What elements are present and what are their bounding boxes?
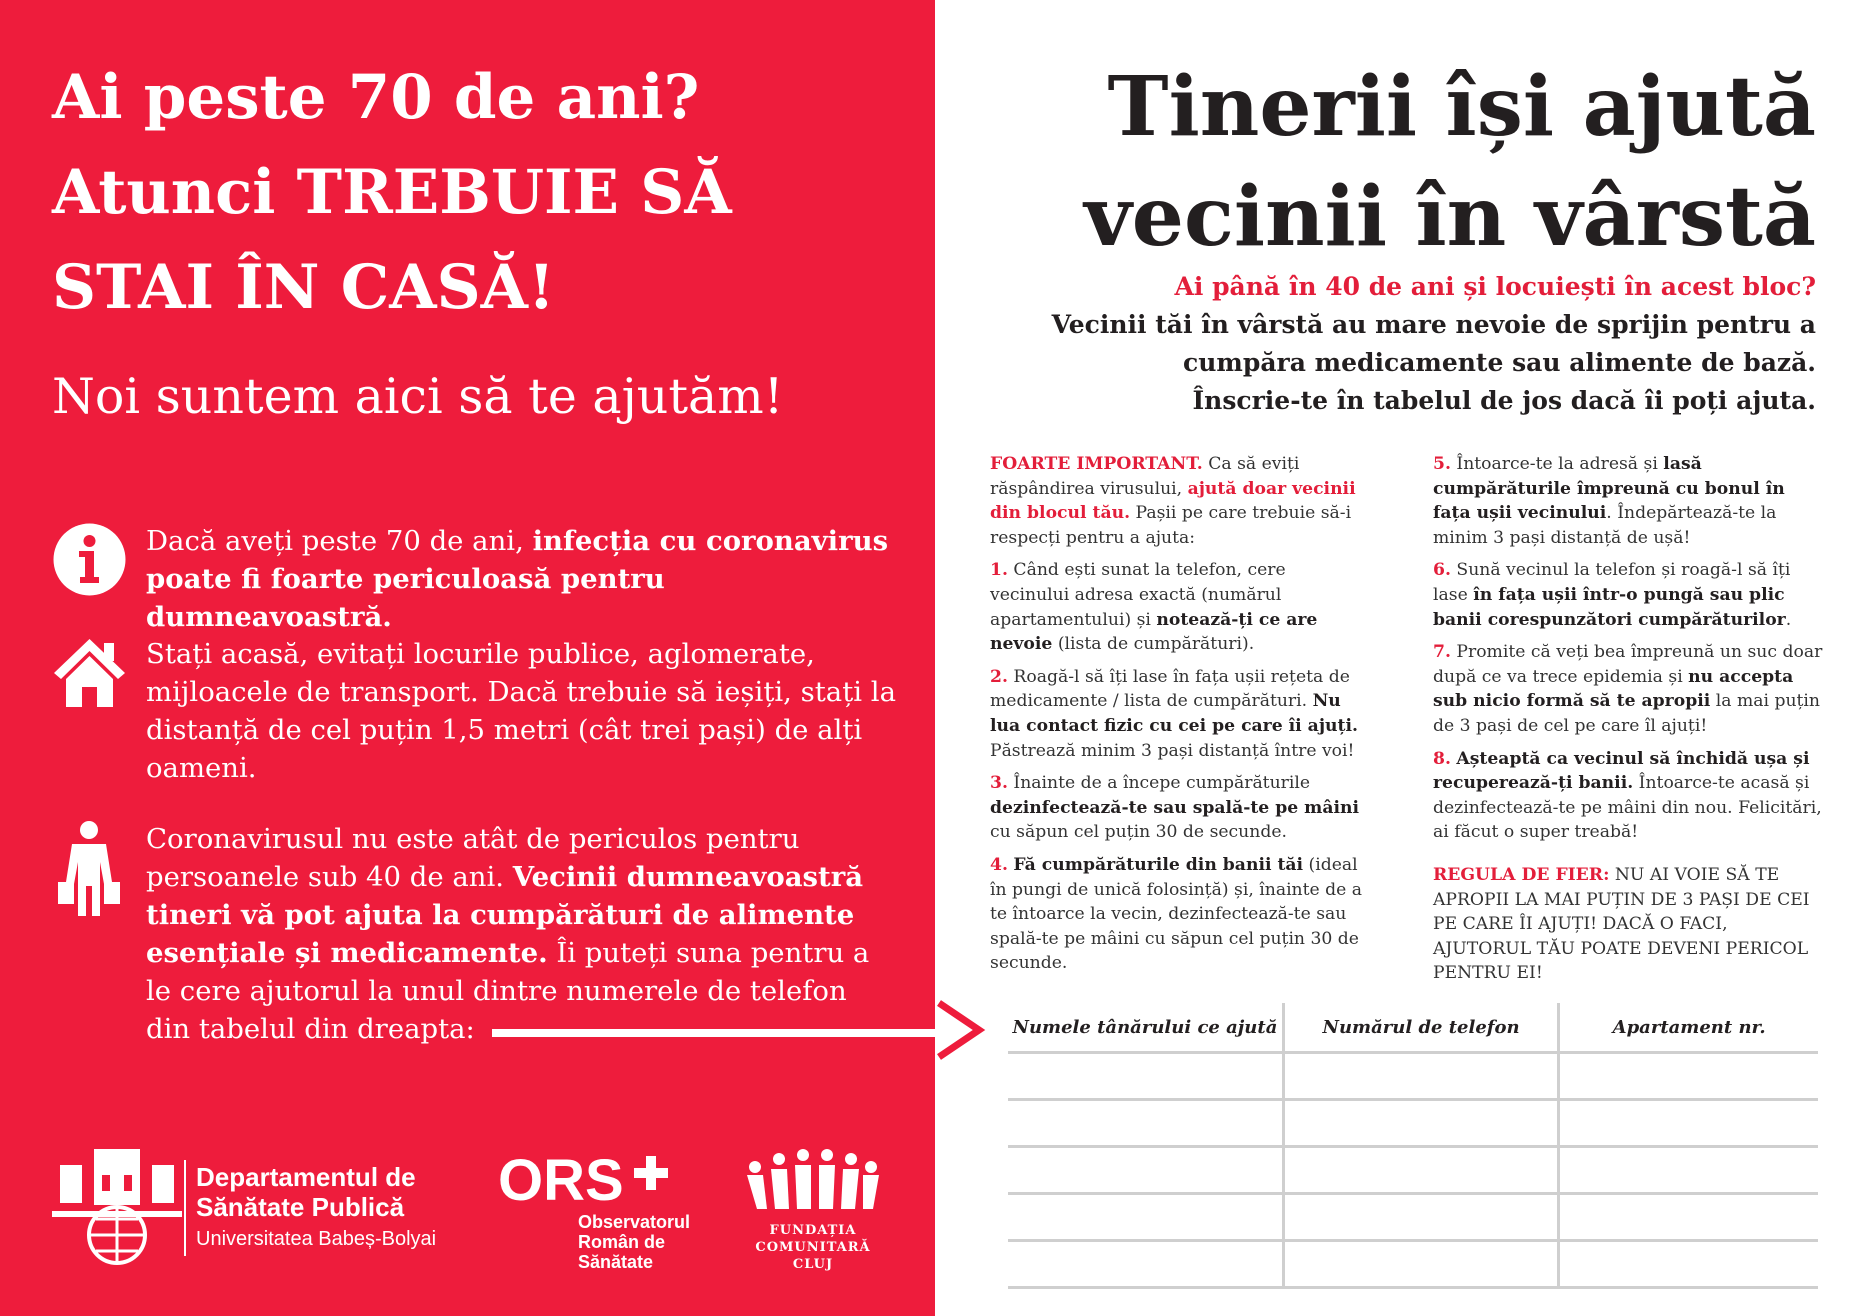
svg-text:ORS: ORS <box>498 1148 624 1208</box>
column-header-phone: Numărul de telefon <box>1283 1003 1558 1053</box>
info-icon <box>52 522 127 597</box>
step-1: 1. Când ești sunat la telefon, cere vecinului adresa exactă (numărul apartamentului) și notează-ți ce are nevoie (lista de cumpărături). <box>990 560 1318 655</box>
left-subheadline: Noi suntem aici să te ajutăm! <box>52 368 784 425</box>
iron-rule: REGULA DE FIER: NU AI VOIE SĂ TE APROPII LA MAI PUȚIN DE 3 PAȘI DE CEI PE CARE ÎI AJUȚI! DACĂ O FACI, AJUTORUL TĂU POATE DEVENI PERICOL PENTRU EI! <box>1433 864 1810 984</box>
table-row <box>1008 1194 1818 1241</box>
table-row <box>1008 1100 1818 1147</box>
apartment-cell[interactable] <box>1559 1053 1818 1100</box>
name-cell[interactable] <box>1008 1241 1283 1288</box>
step-3: 3. Înainte de a începe cumpărăturile dezinfectează-te sau spală-te pe mâini cu săpun cel puțin 30 de secunde. <box>990 773 1360 843</box>
logo-divider <box>184 1160 186 1256</box>
name-cell[interactable] <box>1008 1194 1283 1241</box>
volunteer-signup-table <box>1008 1003 1818 1289</box>
right-subtitle: Ai până în 40 de ani și locuiești în acest bloc? Vecinii tăi în vârstă au mare nevoie de sprijin pentru a cumpăra medicamente sau alimente de bază. Înscrie-te în tabelul de jos dacă îi poți ajuta. <box>1051 272 1816 415</box>
community-foundation-logo <box>743 1145 883 1217</box>
apartment-cell[interactable] <box>1559 1241 1818 1288</box>
step-4: 4. Fă cumpărăturile din banii tăi (ideal în pungi de unică folosință) și, înainte de a te întoarce la vecin, dezinfectează-te sau spală-te pe mâini cu săpun cel puțin 30 de secunde. <box>990 854 1363 974</box>
table-row <box>1008 1241 1818 1288</box>
apartment-cell[interactable] <box>1559 1194 1818 1241</box>
step-6: 6. Sună vecinul la telefon și roagă-l să îți lase în fața ușii într-o pungă sau plic banii corespunzători cumpărăturilor. <box>1433 560 1792 630</box>
fcc-logo-text: FUNDAȚIA COMUNITARĂ CLUJ <box>755 1223 871 1272</box>
step-7: 7. Promite că veți bea împreună un suc doar după ce va trece epidemia și nu accepta sub nicio formă să te apropii la mai puțin de 3 pași de cel pe care îl ajuți! <box>1433 642 1823 736</box>
arrow-line <box>492 1029 982 1037</box>
shopper-icon <box>52 820 127 920</box>
apartment-cell[interactable] <box>1559 1147 1818 1194</box>
step-8: 8. Așteaptă ca vecinul să închidă ușa și recuperează-ți banii. Întoarce-te acasă și dezinfectează-te pe mâini din nou. Felicitări, ai făcut o super treabă! <box>1433 748 1822 843</box>
name-cell[interactable] <box>1008 1053 1283 1100</box>
phone-cell[interactable] <box>1283 1241 1558 1288</box>
left-headline: Ai peste 70 de ani? Atunci TREBUIE SĂ STAI ÎN CASĂ! <box>52 62 732 323</box>
phone-cell[interactable] <box>1283 1053 1558 1100</box>
steps-column-right <box>1433 452 1823 994</box>
info-text-stay-home: Stați acasă, evitați locurile publice, aglomerate, mijloacele de transport. Dacă trebuie să ieșiți, stați la distanță de cel puțin 1,5 metri (cât trei pași) de alți oameni. <box>146 638 896 784</box>
castle-globe-logo <box>52 1145 182 1265</box>
arrow-right-icon <box>925 995 995 1065</box>
apartment-cell[interactable] <box>1559 1100 1818 1147</box>
step-2: 2. Roagă-l să îți lase în fața ușii rețeta de medicamente / lista de cumpărături. Nu lua contact fizic cu cei pe care îi ajuți. Păstrează minim 3 pași distanță între voi! <box>990 666 1358 761</box>
step-5: 5. Întoarce-te la adresă și lasă cumpărăturile împreună cu bonul în fața ușii vecinului. Îndepărtează-te la minim 3 pași distanță de ușă! <box>1433 454 1785 548</box>
intro-paragraph: FOARTE IMPORTANT. Ca să eviți răspândirea virusului, ajută doar vecinii din blocul tău. Pașii pe care trebuie să-i respecți pentru a ajuta: <box>990 454 1356 548</box>
table-row <box>1008 1147 1818 1194</box>
name-cell[interactable] <box>1008 1100 1283 1147</box>
ors-logo-text: Observatorul Român de Sănătate <box>578 1212 691 1272</box>
ors-logo <box>498 1148 678 1208</box>
table-header-row <box>1008 1003 1818 1053</box>
phone-cell[interactable] <box>1283 1194 1558 1241</box>
table-row <box>1008 1053 1818 1100</box>
phone-cell[interactable] <box>1283 1100 1558 1147</box>
info-text-young-neighbors: Coronavirusul nu este atât de periculos pentru persoanele sub 40 de ani. Vecinii dumneavoastră tineri vă pot ajuta la cumpărături de alimente esențiale și medicamente. Îi puteți suna pentru a le cere ajutorul la unul dintre numerele de telefon din tabelul din dreapta: <box>146 823 870 1045</box>
info-text-risk: Dacă aveți peste 70 de ani, infecția cu coronavirus poate fi foarte periculoasă pentru dumneavoastră. <box>146 525 889 633</box>
house-icon <box>52 635 127 710</box>
right-title: Tinerii își ajută vecinii în vârstă <box>1084 59 1816 265</box>
name-cell[interactable] <box>1008 1147 1283 1194</box>
steps-column-left <box>990 452 1365 984</box>
column-header-apartment: Apartament nr. <box>1559 1003 1818 1053</box>
phone-cell[interactable] <box>1283 1147 1558 1194</box>
dept-logo-text: Departamentul de Sănătate Publică Universitatea Babeș-Bolyai <box>196 1162 437 1250</box>
column-header-name: Numele tânărului ce ajută <box>1008 1003 1283 1053</box>
